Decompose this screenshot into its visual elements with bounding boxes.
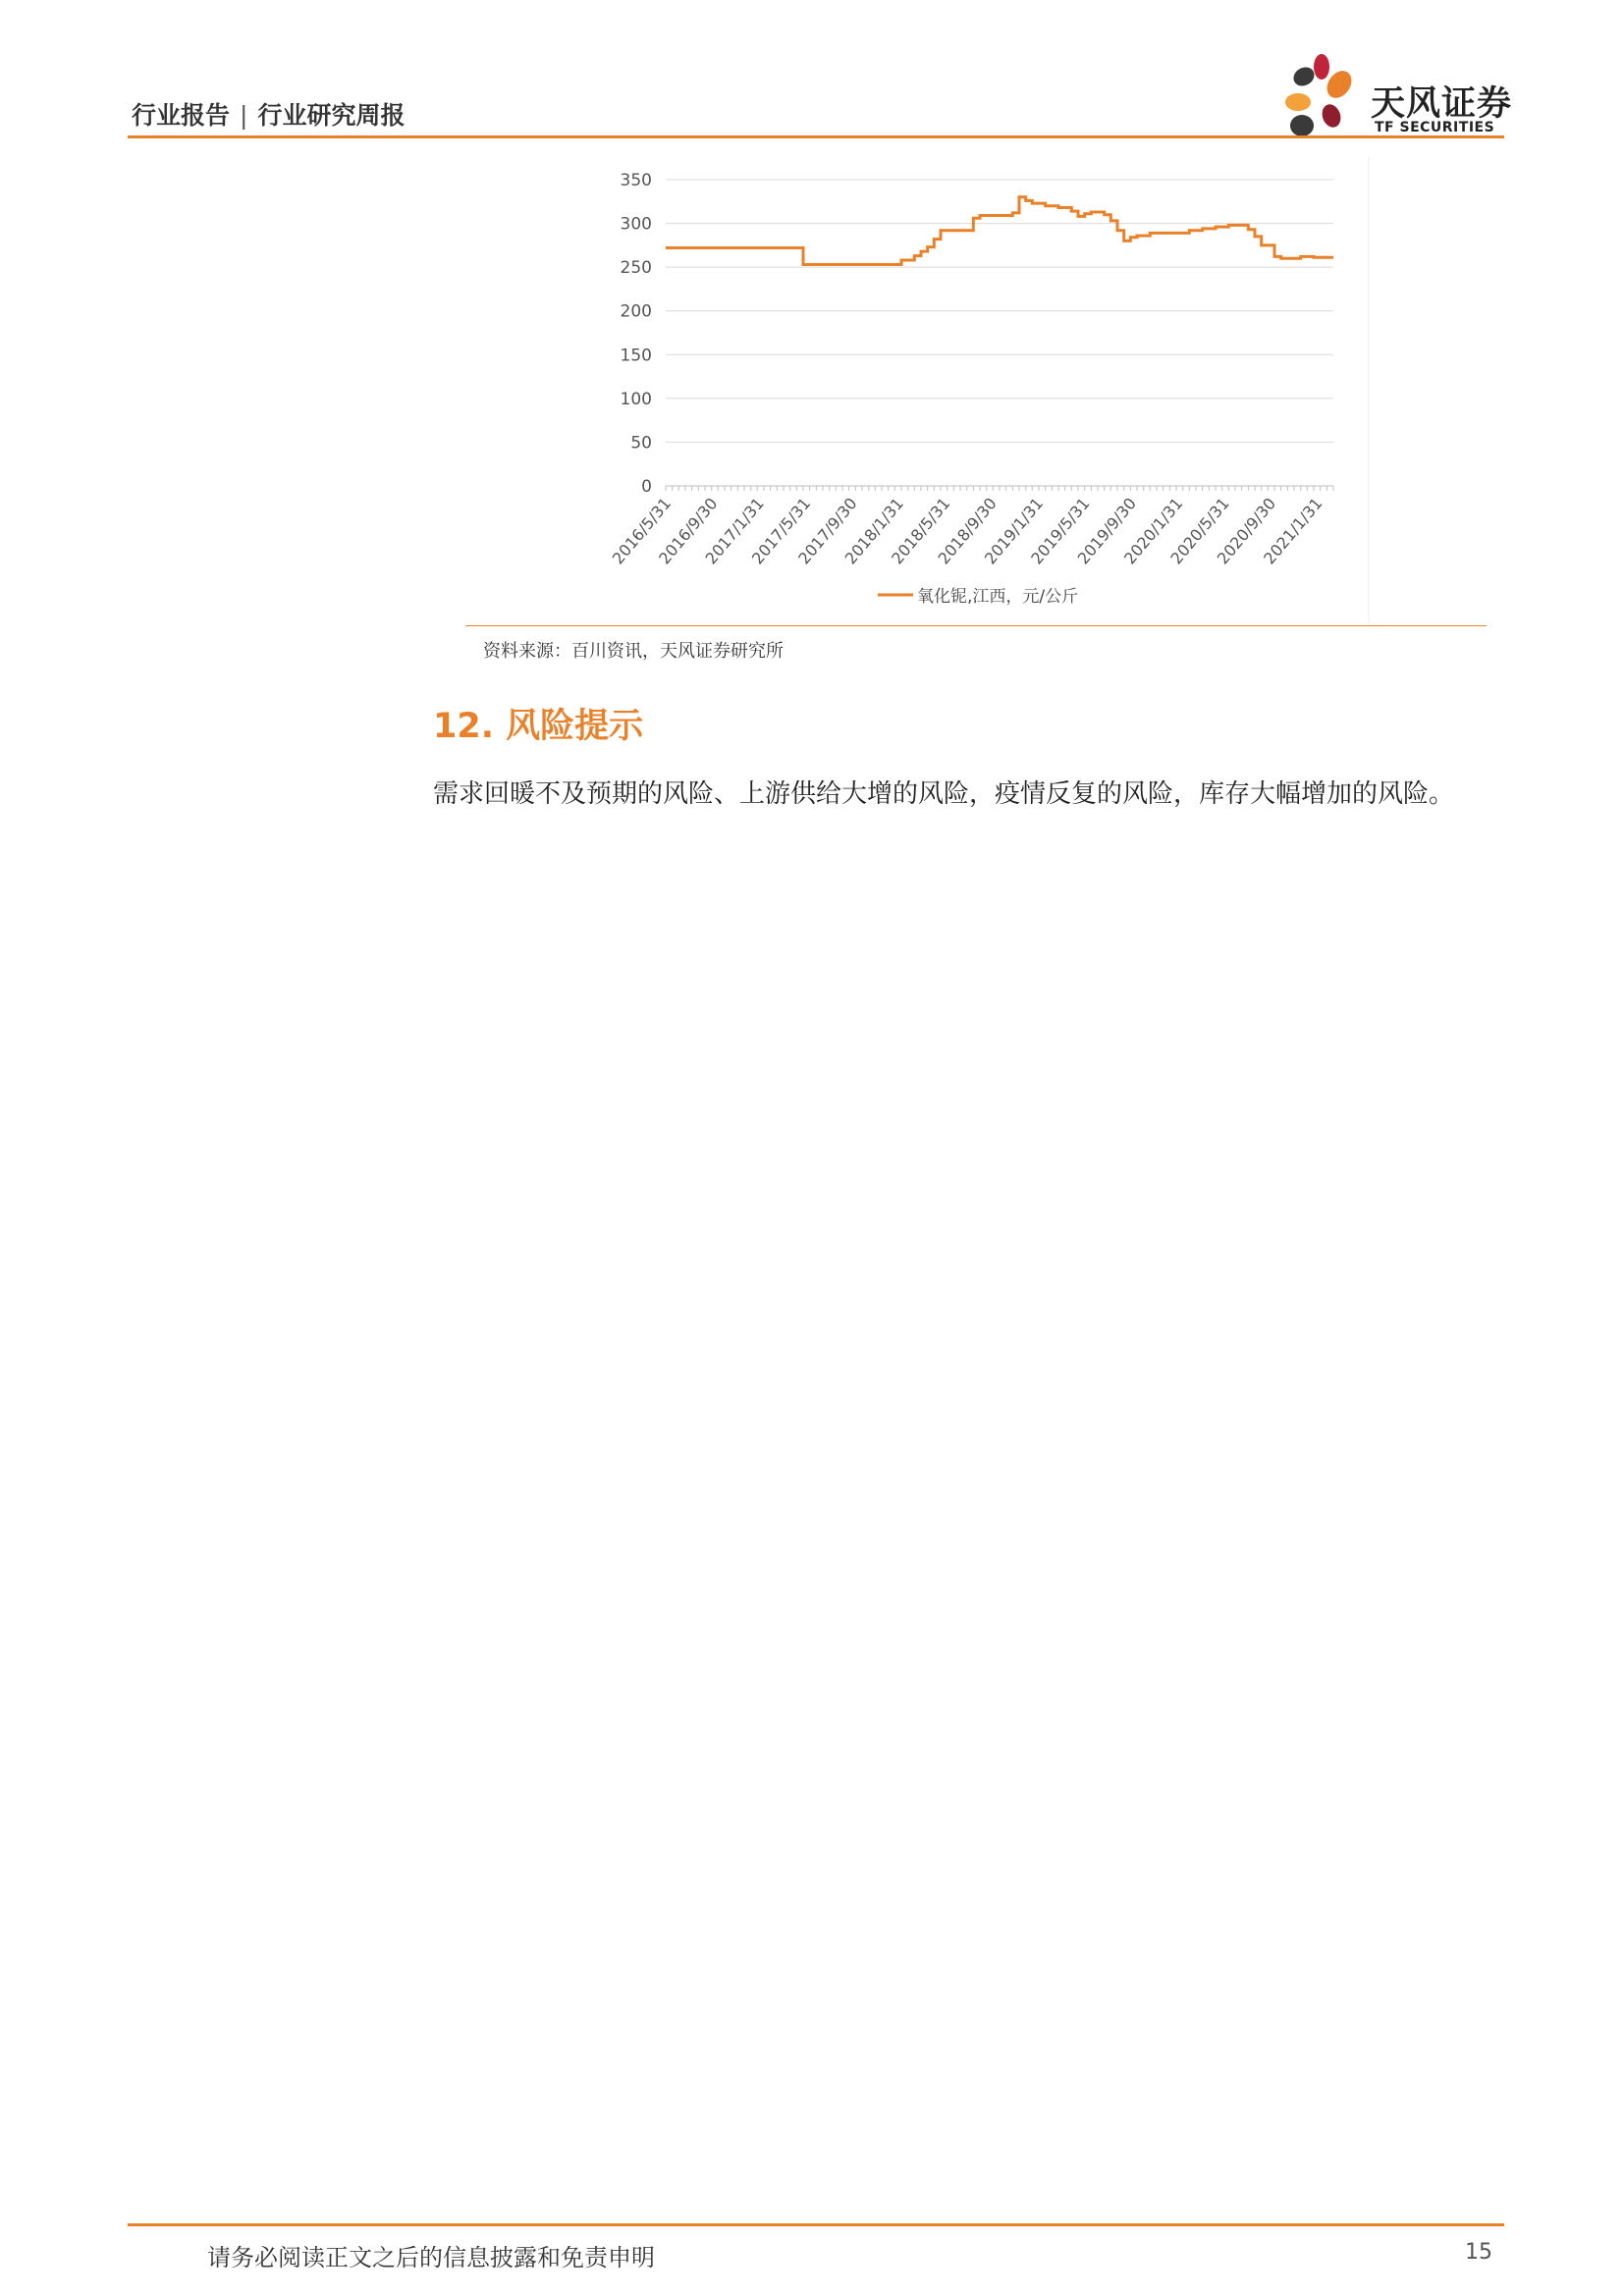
report-category: 行业报告	[132, 101, 231, 130]
header-separator: |	[240, 101, 248, 130]
x-tick-label: 2016/9/30	[655, 494, 722, 568]
logo-petal	[1319, 102, 1343, 131]
y-tick-label: 250	[620, 258, 652, 279]
logo-petal	[1314, 54, 1329, 80]
logo-name-cn: 天风证券	[1371, 84, 1513, 124]
y-tick-label: 350	[620, 171, 652, 190]
x-tick-label: 2017/5/31	[747, 494, 815, 568]
y-tick-label: 100	[620, 389, 652, 409]
x-tick-label: 2019/5/31	[1027, 494, 1094, 568]
x-tick-label: 2019/9/30	[1073, 494, 1140, 568]
risk-warning-text: 需求回暖不及预期的风险、上游供给大增的风险，疫情反复的风险，库存大幅增加的风险。	[433, 779, 1455, 809]
x-tick-label: 2018/1/31	[840, 494, 907, 568]
logo-petal	[1290, 115, 1314, 136]
y-tick-label: 300	[620, 214, 652, 235]
x-tick-label: 2020/1/31	[1120, 494, 1187, 568]
page-number: 15	[1465, 2240, 1492, 2265]
x-tick-label: 2016/5/31	[608, 494, 676, 568]
logo-petal	[1290, 64, 1318, 90]
x-tick-label: 2019/1/31	[980, 494, 1048, 568]
flower-logo-icon	[1282, 51, 1371, 143]
logo-name-en: TF SECURITIES	[1375, 120, 1495, 135]
company-logo	[1282, 51, 1513, 143]
x-tick-label: 2020/5/31	[1166, 494, 1233, 568]
section-title: 12. 风险提示	[433, 707, 644, 746]
x-tick-label: 2017/1/31	[701, 494, 768, 568]
footer-divider	[128, 2223, 1504, 2226]
chart-canvas	[465, 157, 1487, 628]
y-tick-label: 200	[620, 301, 652, 322]
chart-source-note: 资料来源：百川资讯，天风证券研究所	[483, 641, 784, 662]
y-tick-label: 0	[641, 477, 652, 497]
x-tick-label: 2017/9/30	[794, 494, 861, 568]
x-tick-label: 2021/1/31	[1260, 494, 1326, 568]
header-divider	[128, 135, 1504, 138]
y-tick-label: 50	[630, 433, 652, 454]
x-tick-label: 2020/9/30	[1213, 494, 1280, 568]
report-subcategory: 行业研究周报	[257, 101, 406, 130]
x-tick-label: 2018/9/30	[934, 494, 1001, 568]
report-header	[132, 96, 405, 132]
legend-label: 氧化铌,江西，元/公斤	[917, 587, 1079, 607]
chart-divider	[465, 625, 1487, 626]
niobium-oxide-price-chart	[465, 157, 1487, 628]
x-tick-label: 2018/5/31	[888, 494, 954, 568]
y-tick-label: 150	[620, 346, 652, 366]
price-series-line	[666, 197, 1333, 265]
footer-disclaimer: 请务必阅读正文之后的信息披露和免责申明	[207, 2244, 655, 2271]
logo-petal	[1285, 93, 1311, 111]
